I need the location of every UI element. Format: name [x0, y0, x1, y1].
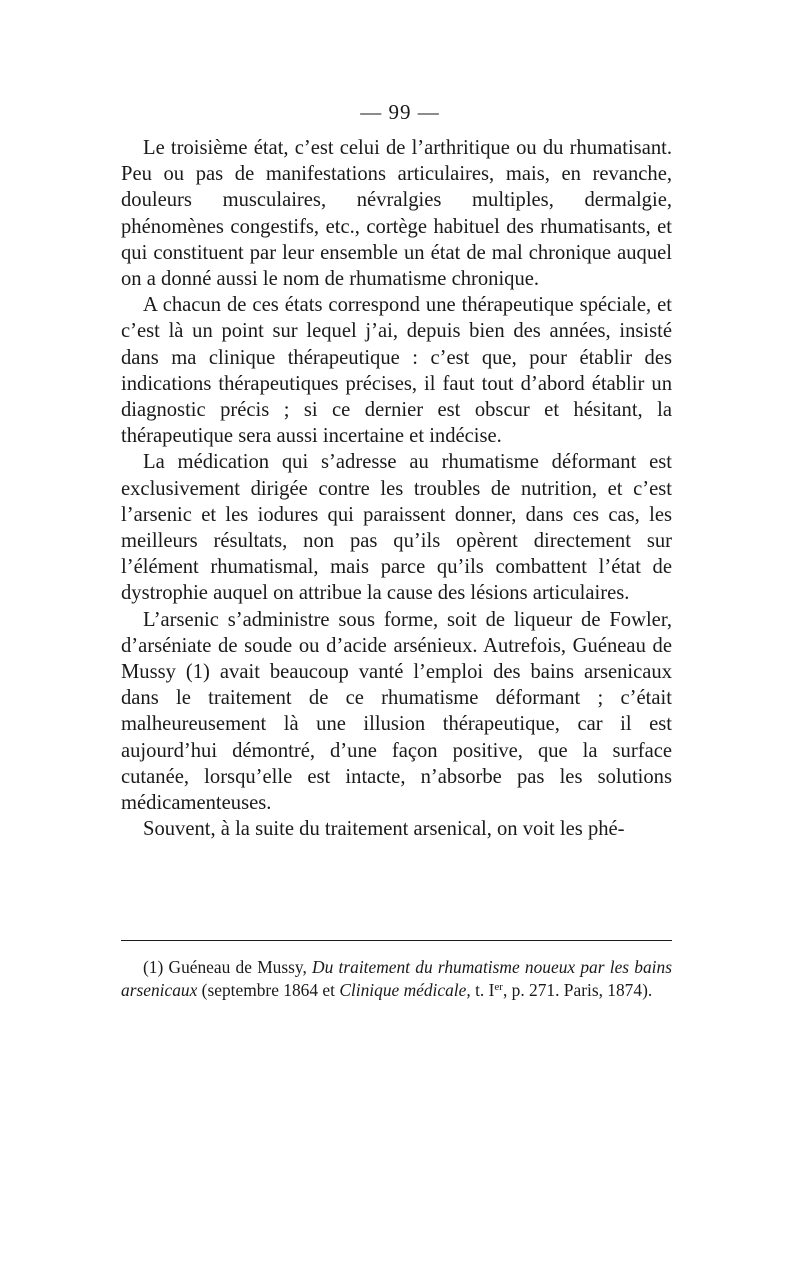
footnote-separator-rule [121, 940, 672, 941]
footnote-tome-superscript: er [494, 981, 503, 993]
footnote-marker: (1) [143, 957, 164, 977]
paragraph-medication-rhumatisme-deformant: La médication qui s’adresse au rhumatisme déformant est exclusivement dirigée contre les troubles de nutrition, et c’est l’arsenic et les iodures qui paraissent donner, dans ces cas, les meilleurs résultats, non pas qu’ils opèrent directement sur l’élément rhumatismal, mais parce qu’ils combattent l’état de dystrophie auquel on attribue la cause des lésions articulaires. [121, 451, 672, 605]
paragraph-therapeutique-speciale: A chacun de ces états correspond une thérapeutique spéciale, et c’est là un point sur lequel j’ai, depuis bien des années, insisté dans ma clinique thérapeutique : c’est que, pour établir des indications thérapeutiques précises, il faut tout d’abord établir un diagnostic précis ; si ce dernier est obscur et hésitant, la thérapeutique sera aussi incertaine et indécise. [121, 294, 672, 448]
page-number: — 99 — [360, 100, 440, 124]
footnote-tome: t. I [475, 980, 495, 1000]
paragraph-troisieme-etat: Le troisième état, c’est celui de l’arthritique ou du rhumatisant. Peu ou pas de manifestations articulaires, mais, en revanche, douleurs musculaires, névralgies multiples, dermalgie, phénomènes congestifs, etc., cortège habituel des rhumatisants, et qui constituent par leur ensemble un état de mal chronique auquel on a donné aussi le nom de rhumatisme chronique. [121, 137, 672, 291]
footnote-end: , p. 271. Paris, 1874). [502, 980, 653, 1000]
footnote-middle: (septembre 1864 et [201, 980, 335, 1000]
footnote-author: Guéneau de Mussy, [168, 957, 307, 977]
footnote-title-italic: Du traitement du rhumatisme noueux par les bains arsenicaux [121, 957, 672, 1000]
paragraph-souvent-traitement-arsenical: Souvent, à la suite du traitement arsenical, on voit les phé- [143, 818, 625, 841]
footnote [121, 956, 672, 1002]
footnote-clinique-title: Clinique médicale, [339, 980, 471, 1000]
body-text [121, 135, 672, 842]
paragraph-arsenic-administration: L’arsenic s’administre sous forme, soit de liqueur de Fowler, d’arséniate de soude ou d’acide arsénieux. Autrefois, Guéneau de Mussy (1) avait beaucoup vanté l’emploi des bains arsenicaux dans le traitement de ce rhumatisme déformant ; c’était malheureusement là une illusion thérapeutique, car il est aujourd’hui démontré, d’une façon positive, que la surface cutanée, lorsqu’elle est intacte, n’absorbe pas les solutions médicamenteuses. [121, 608, 672, 815]
